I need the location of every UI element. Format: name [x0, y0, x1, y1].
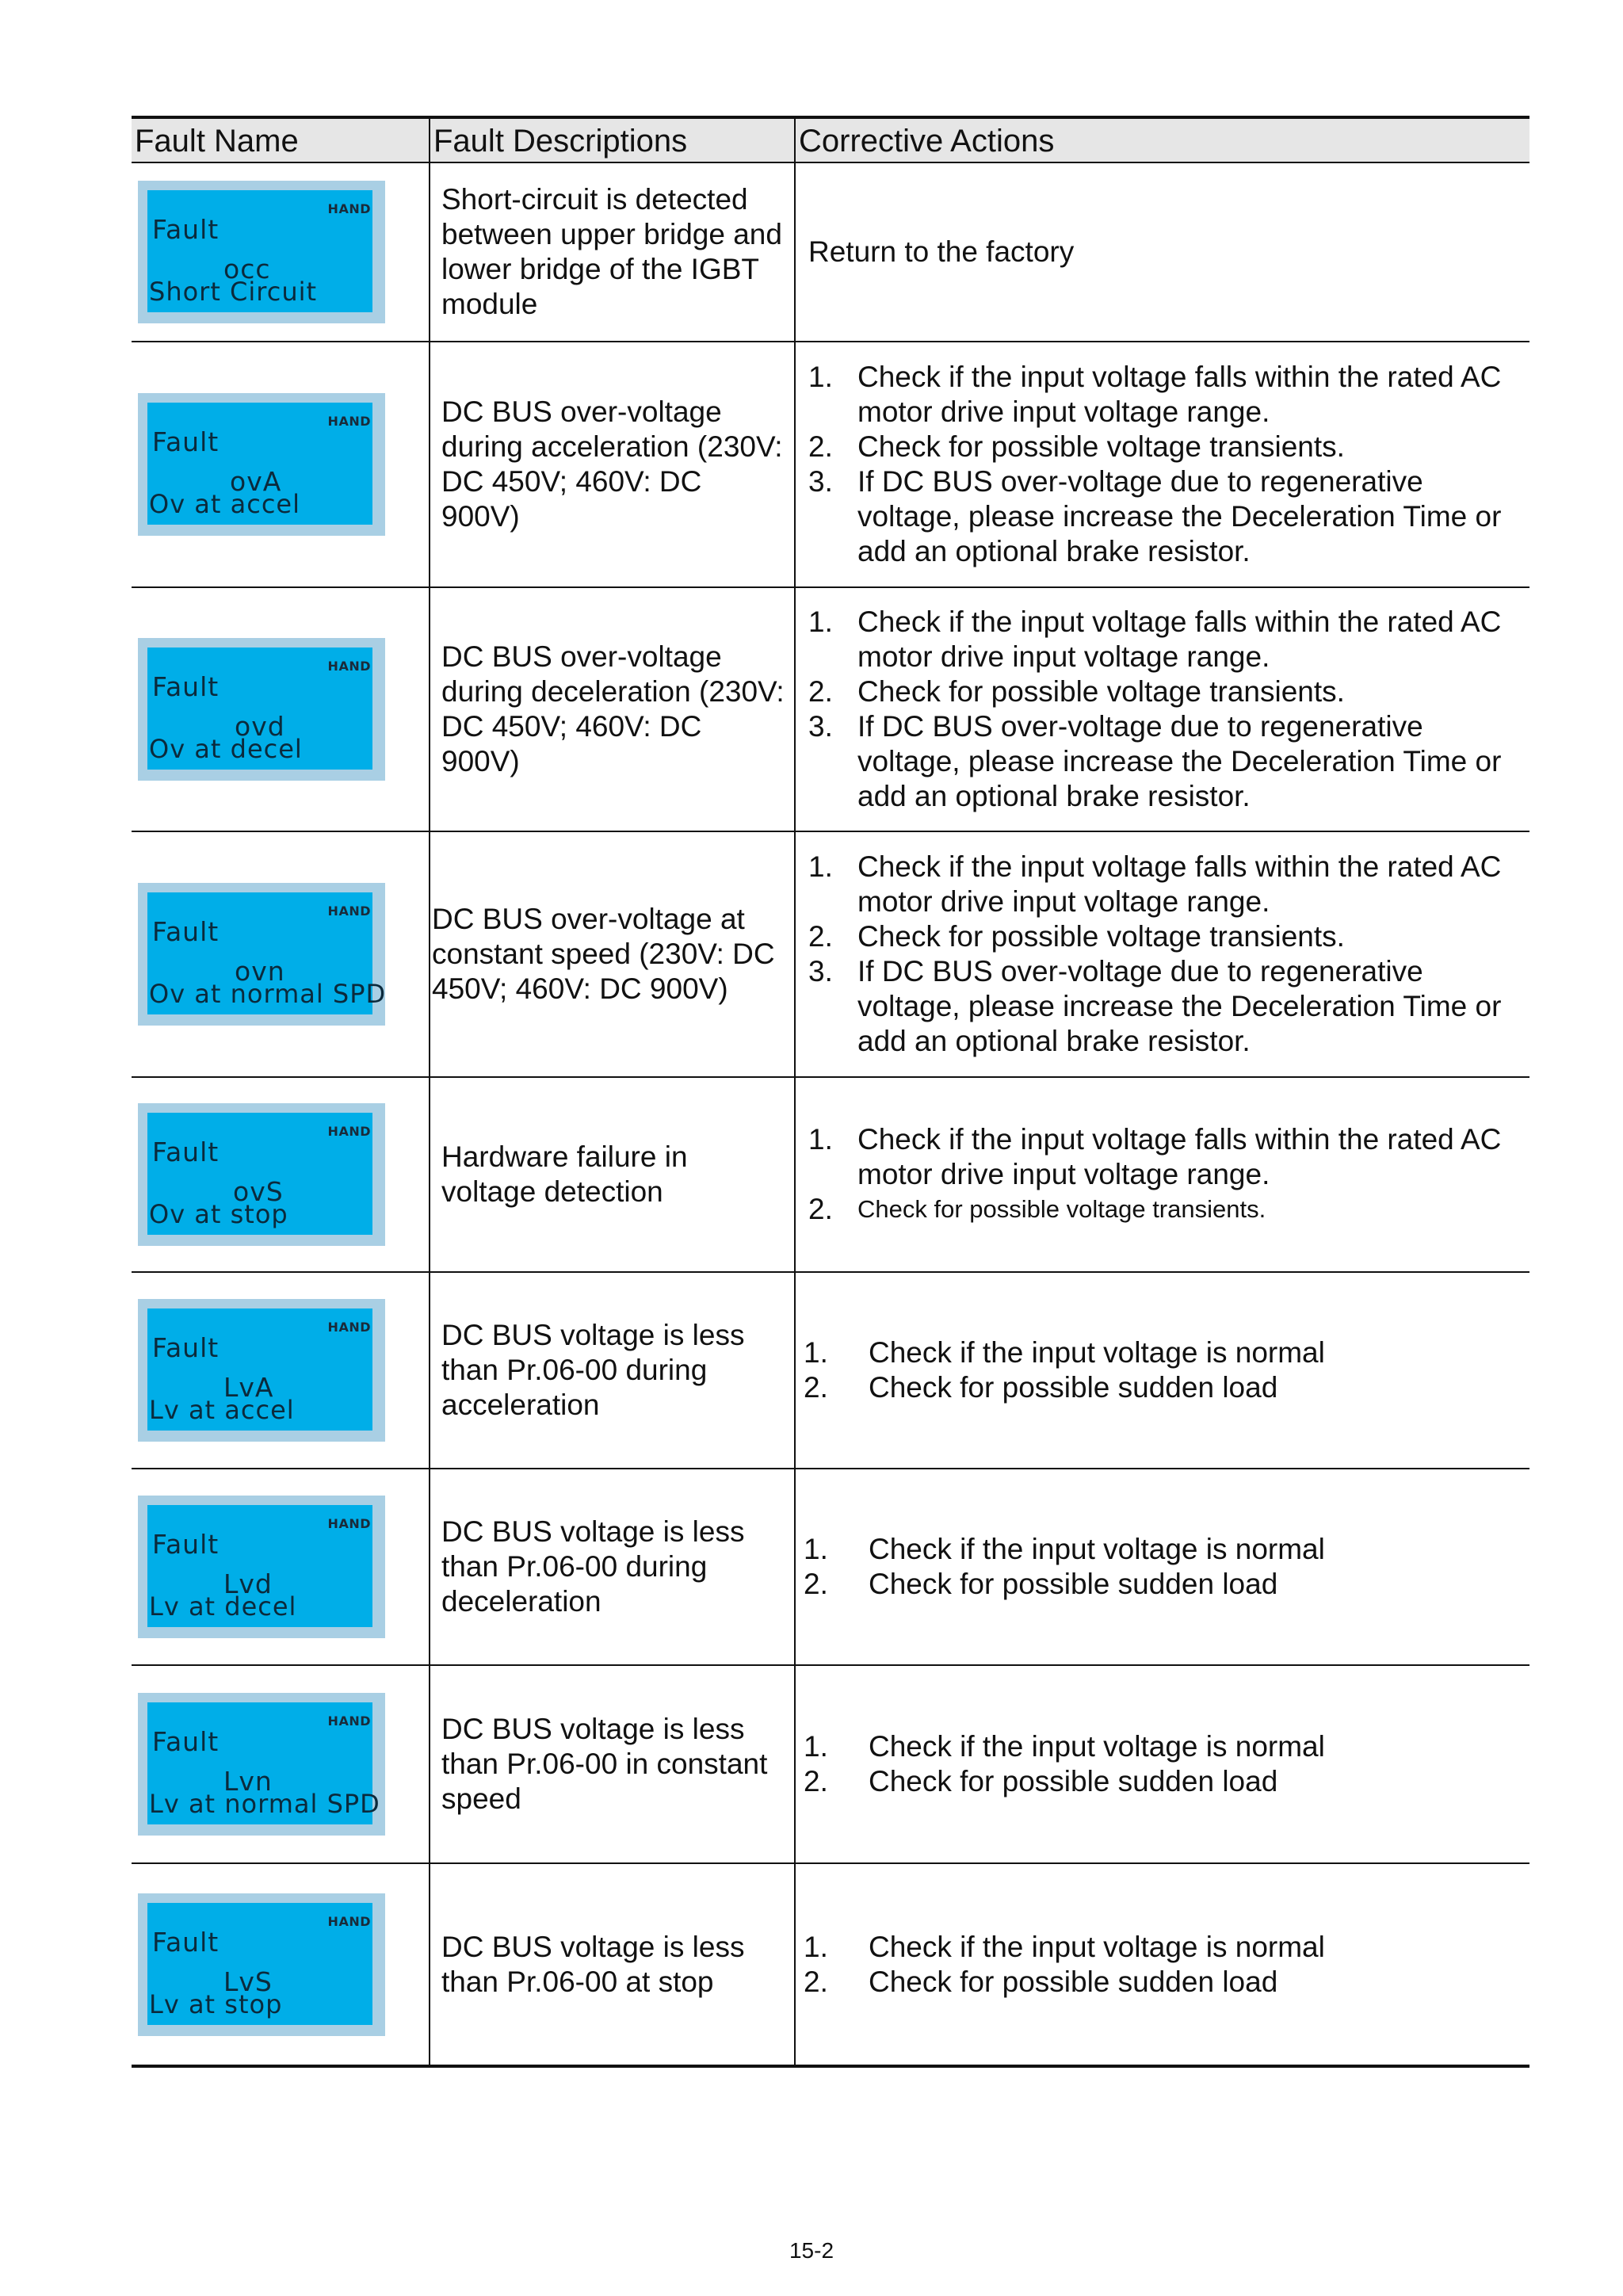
lcd-fault-code: ovA	[230, 466, 282, 497]
list-item	[808, 430, 1518, 464]
corrective-actions-cell	[795, 342, 1529, 587]
lcd-display	[138, 638, 385, 781]
item-text: If DC BUS over-voltage due to regenerative voltage, please increase the Deceleration Time or add an optional brake resistor.	[857, 710, 1502, 812]
lcd-fault-code: ovd	[235, 711, 285, 742]
corrective-actions-cell	[795, 1077, 1529, 1272]
lcd-fault-code: Lvd	[223, 1568, 273, 1599]
fault-description: DC BUS over-voltage during acceleration (230V: DC 450V; 460V: DC 900V)	[430, 342, 795, 587]
item-text: Check if the input voltage is normal	[869, 1336, 1325, 1369]
table-row	[132, 1863, 1529, 2066]
list-item	[808, 674, 1518, 709]
item-number: 2.	[804, 1568, 828, 1600]
list-item	[808, 709, 1518, 814]
action-list	[804, 1532, 1518, 1602]
lcd-fault-code: LvA	[223, 1372, 274, 1403]
item-text: Check for possible voltage transients.	[857, 430, 1345, 463]
item-number: 3.	[808, 955, 833, 988]
lcd-screen	[147, 1505, 372, 1627]
lcd-fault-label: Fault	[152, 426, 220, 457]
item-text: Check if the input voltage falls within the rated AC motor drive input voltage range.	[857, 850, 1502, 918]
table-row	[132, 1665, 1529, 1863]
table-row	[132, 831, 1529, 1077]
fault-name-cell	[132, 831, 430, 1077]
fault-description: Short-circuit is detected between upper bridge and lower bridge of the IGBT module	[430, 162, 795, 342]
lcd-screen	[147, 1903, 372, 2025]
item-number: 1.	[808, 361, 833, 393]
fault-description: DC BUS voltage is less than Pr.06-00 during deceleration	[430, 1469, 795, 1665]
fault-name-cell	[132, 1272, 430, 1469]
item-text: Check if the input voltage falls within the rated AC motor drive input voltage range.	[857, 606, 1502, 673]
lcd-hand-indicator: HAND	[327, 1913, 371, 1929]
item-number: 2.	[804, 1371, 828, 1404]
list-item	[804, 1729, 1518, 1764]
action-list	[804, 1930, 1518, 2000]
item-number: 2.	[808, 675, 833, 708]
lcd-fault-message: Lv at normal SPD	[149, 1789, 380, 1819]
lcd-display	[138, 1299, 385, 1442]
lcd-hand-indicator: HAND	[327, 1713, 371, 1729]
list-item	[808, 360, 1518, 430]
item-number: 3.	[808, 710, 833, 743]
fault-description: DC BUS voltage is less than Pr.06-00 during acceleration	[430, 1272, 795, 1469]
lcd-hand-indicator: HAND	[327, 201, 371, 216]
list-item	[808, 919, 1518, 954]
item-number: 2.	[808, 430, 833, 463]
item-text: Check if the input voltage is normal	[869, 1533, 1325, 1565]
lcd-hand-indicator: HAND	[327, 904, 371, 919]
header-fault-descriptions: Fault Descriptions	[430, 117, 795, 162]
item-number: 2.	[804, 1765, 828, 1797]
lcd-screen	[147, 648, 372, 770]
item-text: Check for possible sudden load	[869, 1568, 1278, 1600]
list-item	[804, 1930, 1518, 1965]
lcd-fault-message: Short Circuit	[149, 277, 318, 307]
list-item	[808, 850, 1518, 919]
item-number: 2.	[804, 1965, 828, 1998]
action-list	[808, 850, 1518, 1059]
fault-description: DC BUS over-voltage at constant speed (230V: DC 450V; 460V: DC 900V)	[430, 831, 795, 1077]
item-text: Check if the input voltage falls within the rated AC motor drive input voltage range.	[857, 1123, 1502, 1190]
lcd-fault-message: Ov at accel	[149, 489, 300, 519]
page-number: 15-2	[789, 2238, 834, 2263]
corrective-actions-cell	[795, 587, 1529, 831]
item-text: Check for possible sudden load	[869, 1371, 1278, 1404]
item-text: If DC BUS over-voltage due to regenerative voltage, please increase the Deceleration Time or add an optional brake resistor.	[857, 465, 1502, 567]
lcd-fault-code: ovn	[235, 956, 285, 987]
corrective-actions-cell	[795, 1272, 1529, 1469]
corrective-actions-cell	[795, 1469, 1529, 1665]
item-text: Check for possible voltage transients.	[857, 675, 1345, 708]
lcd-fault-label: Fault	[152, 916, 220, 947]
lcd-fault-label: Fault	[152, 1137, 220, 1167]
corrective-actions-cell	[795, 1665, 1529, 1863]
list-item	[804, 1335, 1518, 1370]
lcd-screen	[147, 1113, 372, 1235]
list-item	[804, 1965, 1518, 2000]
fault-name-cell	[132, 162, 430, 342]
header-fault-name: Fault Name	[132, 117, 430, 162]
item-text: Check for possible sudden load	[869, 1965, 1278, 1998]
table-row	[132, 1469, 1529, 1665]
item-text: Check if the input voltage is normal	[869, 1930, 1325, 1963]
item-text: Check for possible voltage transients.	[857, 1195, 1266, 1223]
lcd-fault-message: Ov at stop	[149, 1199, 288, 1229]
list-item	[808, 954, 1518, 1059]
fault-name-cell	[132, 1469, 430, 1665]
lcd-fault-code: Lvn	[223, 1766, 273, 1797]
list-item	[804, 1567, 1518, 1602]
item-number: 1.	[804, 1930, 828, 1963]
fault-name-cell	[132, 587, 430, 831]
fault-description: DC BUS over-voltage during deceleration (230V: DC 450V; 460V: DC 900V)	[430, 587, 795, 831]
table-row	[132, 162, 1529, 342]
list-item	[808, 464, 1518, 569]
lcd-screen	[147, 190, 372, 312]
lcd-display	[138, 1103, 385, 1246]
lcd-display	[138, 1893, 385, 2036]
table-row	[132, 342, 1529, 587]
corrective-action: Return to the factory	[795, 162, 1529, 342]
corrective-actions-cell	[795, 831, 1529, 1077]
list-item	[808, 1192, 1518, 1227]
header-corrective-actions: Corrective Actions	[795, 117, 1529, 162]
fault-name-cell	[132, 342, 430, 587]
action-list	[808, 605, 1518, 814]
item-number: 1.	[808, 1123, 833, 1156]
item-text: Check if the input voltage is normal	[869, 1730, 1325, 1763]
lcd-fault-message: Ov at decel	[149, 734, 303, 764]
lcd-fault-label: Fault	[152, 1726, 220, 1757]
lcd-display	[138, 1496, 385, 1638]
item-number: 2.	[808, 920, 833, 953]
lcd-hand-indicator: HAND	[327, 1516, 371, 1531]
lcd-fault-code: occ	[223, 254, 271, 285]
list-item	[808, 605, 1518, 674]
lcd-fault-message: Lv at accel	[149, 1395, 295, 1425]
fault-description: DC BUS voltage is less than Pr.06-00 at stop	[430, 1863, 795, 2066]
item-number: 2.	[808, 1193, 833, 1225]
item-number: 1.	[804, 1336, 828, 1369]
action-list	[808, 360, 1518, 569]
item-text: Check for possible sudden load	[869, 1765, 1278, 1797]
list-item	[804, 1532, 1518, 1567]
item-number: 1.	[808, 606, 833, 638]
list-item	[808, 1122, 1518, 1192]
lcd-hand-indicator: HAND	[327, 1124, 371, 1139]
table-row	[132, 587, 1529, 831]
lcd-fault-message: Lv at decel	[149, 1591, 297, 1622]
lcd-fault-label: Fault	[152, 1926, 220, 1958]
fault-name-cell	[132, 1077, 430, 1272]
item-text: Check if the input voltage falls within the rated AC motor drive input voltage range.	[857, 361, 1502, 428]
fault-table	[132, 116, 1529, 2068]
item-number: 1.	[804, 1533, 828, 1565]
lcd-display	[138, 393, 385, 536]
table-row	[132, 1077, 1529, 1272]
lcd-fault-code: ovS	[233, 1176, 284, 1207]
lcd-fault-label: Fault	[152, 1529, 220, 1560]
table-row	[132, 1272, 1529, 1469]
lcd-hand-indicator: HAND	[327, 414, 371, 429]
lcd-display	[138, 883, 385, 1026]
corrective-actions-cell	[795, 1863, 1529, 2066]
list-item	[804, 1370, 1518, 1405]
lcd-fault-label: Fault	[152, 671, 220, 702]
item-text: Check for possible voltage transients.	[857, 920, 1345, 953]
lcd-hand-indicator: HAND	[327, 659, 371, 674]
item-text: If DC BUS over-voltage due to regenerative voltage, please increase the Deceleration Time or add an optional brake resistor.	[857, 955, 1502, 1057]
fault-name-cell	[132, 1665, 430, 1863]
lcd-screen	[147, 1702, 380, 1824]
fault-description: DC BUS voltage is less than Pr.06-00 in constant speed	[430, 1665, 795, 1863]
lcd-screen	[147, 892, 387, 1014]
lcd-screen	[147, 403, 372, 525]
item-number: 1.	[808, 850, 833, 883]
lcd-fault-message: Lv at stop	[149, 1988, 283, 2019]
lcd-hand-indicator: HAND	[327, 1320, 371, 1335]
table-header-row	[132, 117, 1529, 162]
action-list	[804, 1729, 1518, 1799]
item-number: 1.	[804, 1730, 828, 1763]
fault-name-cell	[132, 1863, 430, 2066]
item-number: 3.	[808, 465, 833, 498]
list-item	[804, 1764, 1518, 1799]
lcd-fault-label: Fault	[152, 1332, 220, 1363]
fault-description: Hardware failure in voltage detection	[430, 1077, 795, 1272]
lcd-fault-code: LvS	[223, 1966, 273, 1997]
action-list	[804, 1335, 1518, 1405]
lcd-display	[138, 181, 385, 323]
action-list	[808, 1122, 1518, 1227]
lcd-display	[138, 1693, 385, 1836]
lcd-fault-label: Fault	[152, 214, 220, 245]
lcd-screen	[147, 1308, 372, 1431]
lcd-fault-message: Ov at normal SPD	[149, 979, 387, 1009]
